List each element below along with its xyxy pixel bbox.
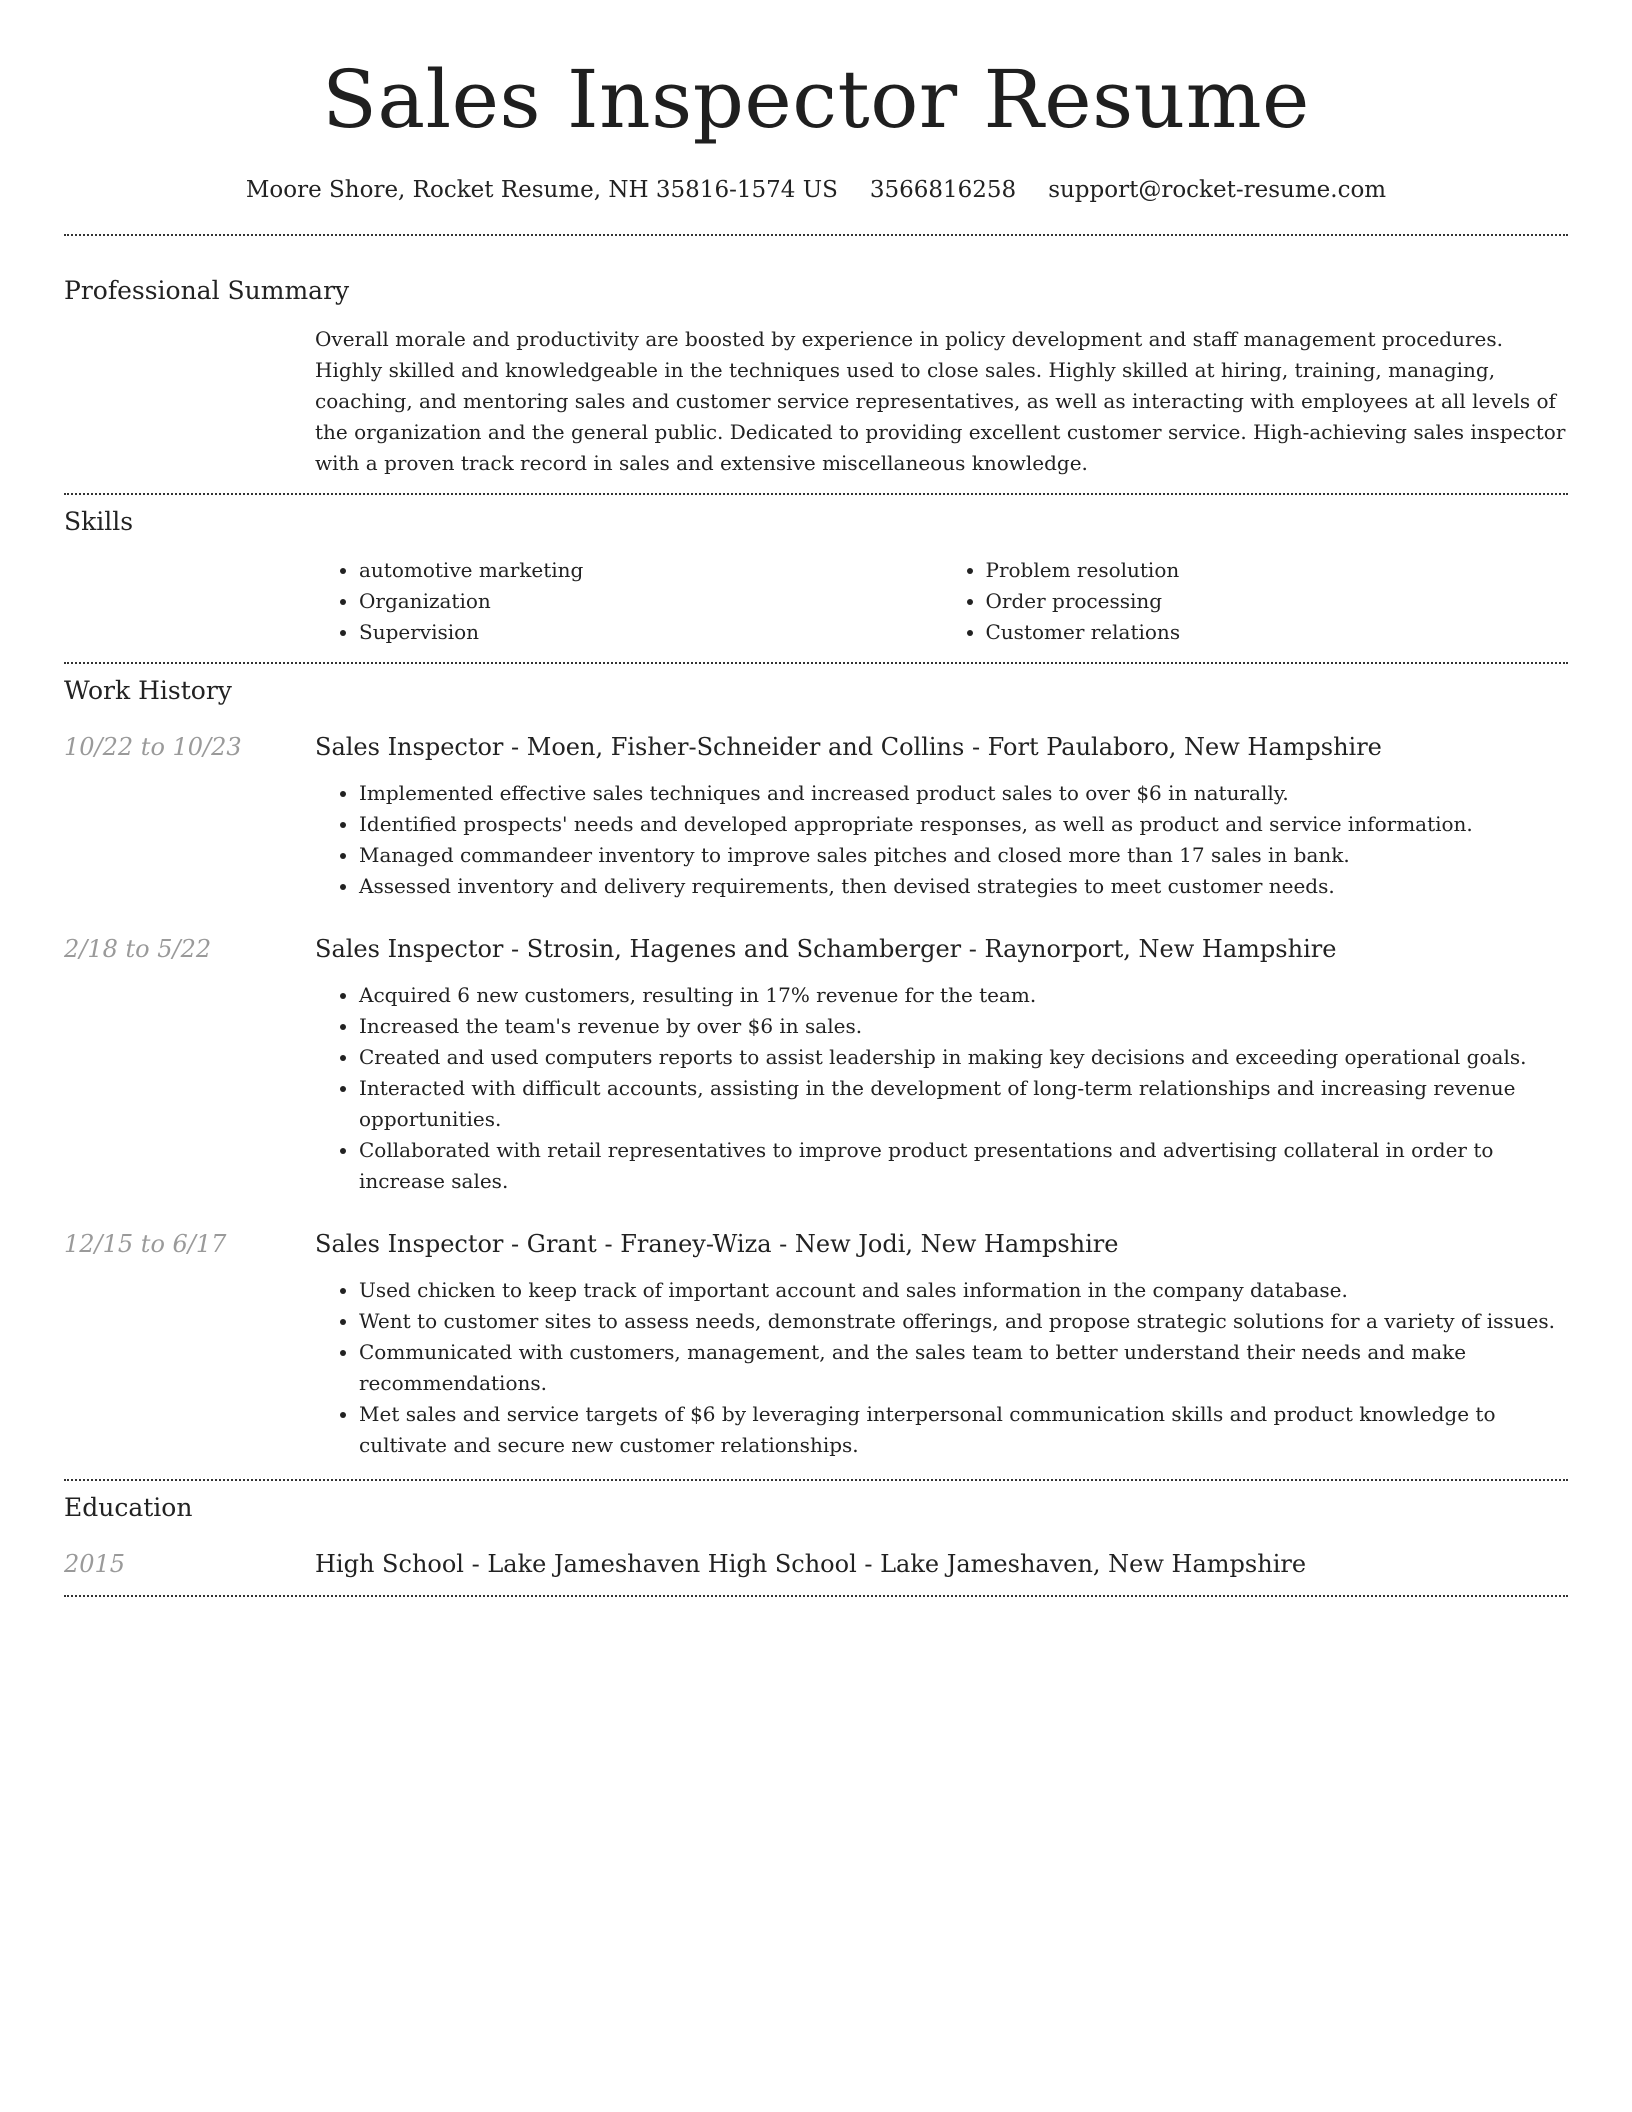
divider	[64, 493, 1568, 495]
education-entry	[64, 1547, 1568, 1581]
job-entry	[64, 1227, 1568, 1461]
contact-email: support@rocket-resume.com	[1048, 177, 1387, 203]
job-bullet: • Acquired 6 new customers, resulting in 17% revenue for the team.	[359, 980, 1568, 1011]
job-bullet: • Identified prospects' needs and developed appropriate responses, as well as product and service information.	[359, 809, 1568, 840]
job-entry	[64, 932, 1568, 1197]
education-dates: 2015	[64, 1550, 126, 1578]
job-dates: 2/18 to 5/22	[64, 935, 212, 963]
work-history-section	[64, 674, 1568, 1461]
education-heading: Education	[64, 1493, 193, 1522]
job-dates: 12/15 to 6/17	[64, 1230, 227, 1258]
job-bullet: • Managed commandeer inventory to improve sales pitches and closed more than 17 sales in bank.	[359, 840, 1568, 871]
resume-title: Sales Inspector Resume	[322, 53, 1310, 146]
job-bullets	[315, 980, 1568, 1197]
skill-item: • automotive marketing	[359, 555, 942, 586]
skills-section	[64, 505, 1568, 648]
job-bullet: • Created and used computers reports to assist leadership in making key decisions and exceeding operational goals.	[359, 1042, 1568, 1073]
summary-heading: Professional Summary	[64, 276, 350, 305]
education-section	[64, 1491, 1568, 1581]
divider	[64, 662, 1568, 664]
contact-line	[64, 172, 1568, 208]
job-dates: 10/22 to 10/23	[64, 733, 242, 761]
divider	[64, 234, 1568, 236]
skill-item: • Organization	[359, 586, 942, 617]
contact-phone: 3566816258	[869, 177, 1017, 203]
summary-section	[64, 274, 1568, 479]
skills-heading: Skills	[64, 507, 134, 536]
summary-text: Overall morale and productivity are boosted by experience in policy development and staff management procedures. Highly skilled and knowledgeable in the techniques used to close sales. Highly skilled at hiring, training, managing, coaching, and mentoring sales and customer service representatives, as well as interacting with employees at all levels of the organization and the general public. Dedicated to providing excellent customer service. High-achieving sales inspector with a proven track record in sales and extensive miscellaneous knowledge.	[315, 327, 1566, 475]
divider	[64, 1595, 1568, 1597]
skill-item: • Supervision	[359, 617, 942, 648]
contact-address: Moore Shore, Rocket Resume, NH 35816-1574 US	[245, 177, 838, 203]
work-history-heading: Work History	[64, 676, 232, 705]
job-title: Sales Inspector - Grant - Franey-Wiza - New Jodi, New Hampshire	[315, 1230, 1119, 1258]
job-bullet: • Implemented effective sales techniques and increased product sales to over $6 in naturally.	[359, 778, 1568, 809]
job-bullet: • Communicated with customers, management, and the sales team to better understand their needs and make recommendations.	[359, 1337, 1568, 1399]
job-bullets	[315, 1275, 1568, 1461]
job-bullet: • Met sales and service targets of $6 by leveraging interpersonal communication skills and product knowledge to cultivate and secure new customer relationships.	[359, 1399, 1568, 1461]
job-bullet: • Increased the team's revenue by over $6 in sales.	[359, 1011, 1568, 1042]
skill-item: • Order processing	[986, 586, 1569, 617]
job-bullet: • Interacted with difficult accounts, assisting in the development of long-term relationships and increasing revenue opportunities.	[359, 1073, 1568, 1135]
education-title: High School - Lake Jameshaven High School - Lake Jameshaven, New Hampshire	[315, 1550, 1307, 1578]
job-bullet: • Went to customer sites to assess needs, demonstrate offerings, and propose strategic solutions for a variety of issues.	[359, 1306, 1568, 1337]
job-title: Sales Inspector - Strosin, Hagenes and Schamberger - Raynorport, New Hampshire	[315, 935, 1337, 963]
job-bullets	[315, 778, 1568, 902]
job-entry	[64, 730, 1568, 902]
job-bullet: • Used chicken to keep track of important account and sales information in the company database.	[359, 1275, 1568, 1306]
job-bullet: • Assessed inventory and delivery requirements, then devised strategies to meet customer needs.	[359, 871, 1568, 902]
skills-list	[315, 555, 1568, 648]
skill-item: • Problem resolution	[986, 555, 1569, 586]
job-bullet: • Collaborated with retail representatives to improve product presentations and advertising collateral in order to increase sales.	[359, 1135, 1568, 1197]
job-title: Sales Inspector - Moen, Fisher-Schneider and Collins - Fort Paulaboro, New Hampshire	[315, 733, 1382, 761]
skill-item: • Customer relations	[986, 617, 1569, 648]
divider	[64, 1479, 1568, 1481]
